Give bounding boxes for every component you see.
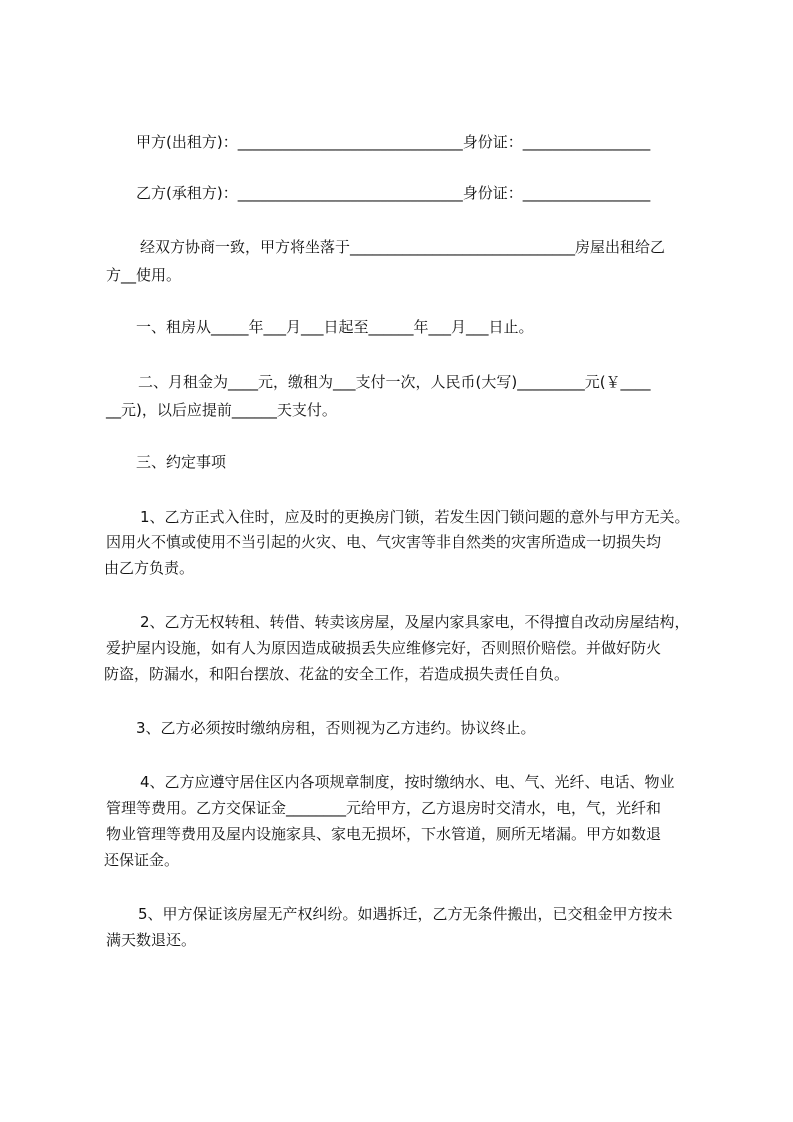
item-1-line-1: 1、乙方正式入住时，应及时的更换房门锁，若发生因门锁问题的意外与甲方无关。	[140, 508, 690, 526]
item-4-line-3: 物业管理等费用及屋内设施家具、家电无损坏，下水管道，厕所无堵漏。甲方如数退	[106, 825, 662, 843]
item-4-line-2: 管理等费用。乙方交保证金________元给甲方，乙方退房时交清水，电，气，光纤和	[106, 799, 662, 817]
item-2-line-1: 2、乙方无权转租、转借、转卖该房屋，及屋内家具家电，不得擅自改动房屋结构，	[140, 613, 690, 631]
intro-line-1: 经双方协商一致，甲方将坐落于______________________________房屋出租给乙	[140, 238, 666, 256]
item-5-line-2: 满天数退还。	[106, 931, 197, 949]
item-2-line-2: 爱护屋内设施，如有人为原因造成破损丢失应维修完好，否则照价赔偿。并做好防火	[106, 639, 662, 657]
item-3-line-1: 3、乙方必须按时缴纳房租，否则视为乙方违约。协议终止。	[136, 719, 536, 737]
item-1-line-3: 由乙方负责。	[104, 559, 195, 577]
intro-line-2: 方__使用。	[106, 266, 182, 284]
item-5-line-1: 5、甲方保证该房屋无产权纠纷。如遇拆迁，乙方无条件搬出，已交租金甲方按未	[138, 905, 673, 923]
item-4-line-1: 4、乙方应遵守居住区内各项规章制度，按时缴纳水、电、气、光纤、电话、物业	[140, 773, 675, 791]
item-2-line-3: 防盗，防漏水，和阳台摆放、花盆的安全工作，若造成损失责任自负。	[104, 665, 570, 683]
clause-2-line-2: __元)，以后应提前______天支付。	[106, 401, 337, 419]
item-4-line-4: 还保证金。	[104, 851, 180, 869]
clause-3-title: 三、约定事项	[136, 453, 227, 471]
clause-2-line-1: 二、月租金为____元，缴租为___支付一次，人民币(大写)_________元(￥____	[138, 373, 651, 391]
clause-1: 一、租房从_____年___月___日起至______年___月___日止。	[136, 318, 534, 336]
party-b-line: 乙方(承租方)：______________________________身份证：_________________	[136, 184, 651, 202]
item-1-line-2: 因用火不慎或使用不当引起的火灾、电、气灾害等非自然类的灾害所造成一切损失均	[106, 533, 662, 551]
party-a-line: 甲方(出租方)：______________________________身份证：_________________	[136, 133, 651, 151]
